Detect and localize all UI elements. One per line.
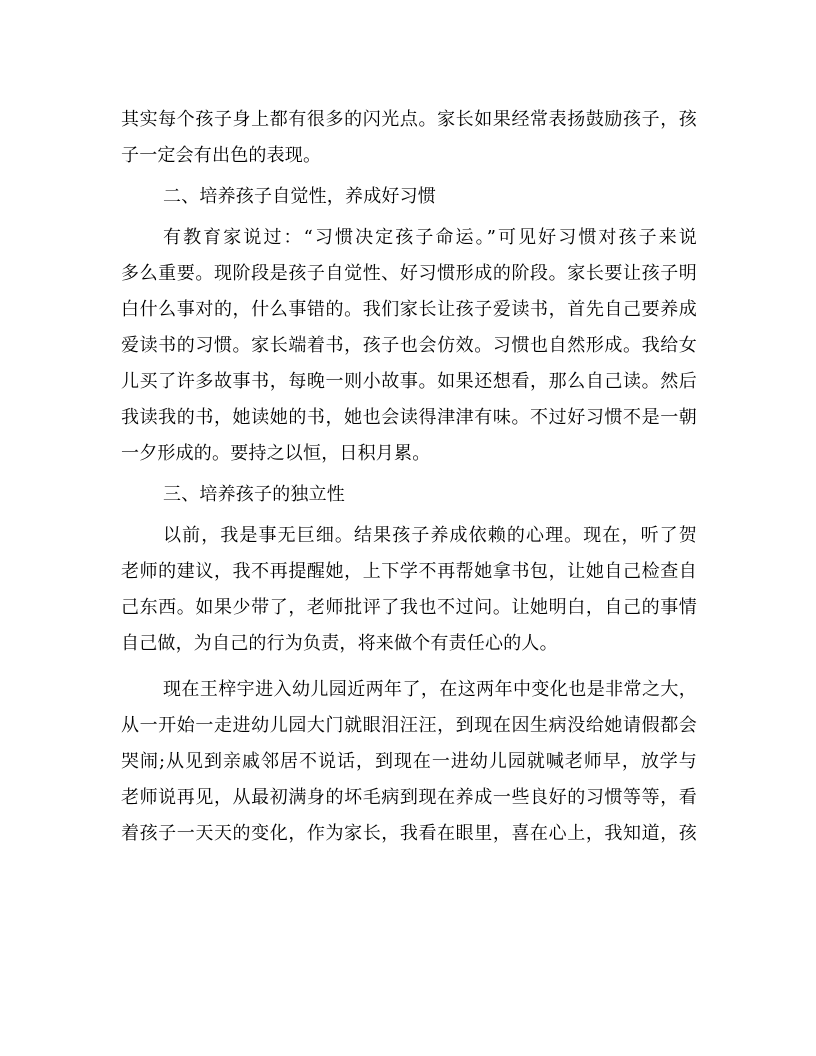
- text-line: 其实每个孩子身上都有很多的闪光点。家长如果经常表扬鼓励孩子，孩: [121, 109, 697, 130]
- habits-paragraph: [121, 220, 697, 472]
- text-line: 从一开始一走进幼儿园大门就眼泪汪汪，到现在因生病没给她请假都会: [121, 715, 697, 736]
- text-line: 哭闹;从见到亲戚邻居不说话，到现在一进幼儿园就喊老师早，放学与: [121, 751, 697, 772]
- text-line: 老师的建议，我不再提醒她，上下学不再帮她拿书包，让她自己检查自: [121, 561, 697, 582]
- text-line: 着孩子一天天的变化，作为家长，我看在眼里，喜在心上，我知道，孩: [121, 823, 697, 844]
- intro-paragraph: [121, 102, 697, 174]
- text-line: 子一定会有出色的表现。: [121, 145, 322, 166]
- text-line: 一夕形成的。要持之以恒，日积月累。: [121, 443, 431, 464]
- section-heading-habits: 二、培养孩子自觉性，养成好习惯: [163, 186, 436, 207]
- text-line: 现在王梓宇进入幼儿园近两年了，在这两年中变化也是非常之大，: [163, 679, 697, 700]
- document-page: [121, 102, 697, 852]
- closing-paragraph: [121, 672, 697, 852]
- text-line: 我读我的书，她读她的书，她也会读得津津有味。不过好习惯不是一朝: [121, 407, 697, 428]
- text-line: 己东西。如果少带了，老师批评了我也不过问。让她明白，自己的事情: [121, 597, 697, 618]
- text-line: 儿买了许多故事书，每晚一则小故事。如果还想看，那么自己读。然后: [121, 371, 697, 392]
- text-line: 老师说再见，从最初满身的坏毛病到现在养成一些良好的习惯等等，看: [121, 787, 697, 808]
- section-heading-independence: 三、培养孩子的独立性: [163, 484, 345, 505]
- text-line: 多么重要。现阶段是孩子自觉性、好习惯形成的阶段。家长要让孩子明: [121, 263, 697, 284]
- text-line: 以前，我是事无巨细。结果孩子养成依赖的心理。现在，听了贺: [163, 525, 697, 546]
- independence-paragraph: [121, 518, 697, 662]
- text-line: 爱读书的习惯。家长端着书，孩子也会仿效。习惯也自然形成。我给女: [121, 335, 697, 356]
- text-line: 有教育家说过：“习惯决定孩子命运。”可见好习惯对孩子来说: [163, 227, 697, 248]
- text-line: 自己做，为自己的行为负责，将来做个有责任心的人。: [121, 633, 558, 654]
- text-line: 白什么事对的，什么事错的。我们家长让孩子爱读书，首先自己要养成: [121, 299, 697, 320]
